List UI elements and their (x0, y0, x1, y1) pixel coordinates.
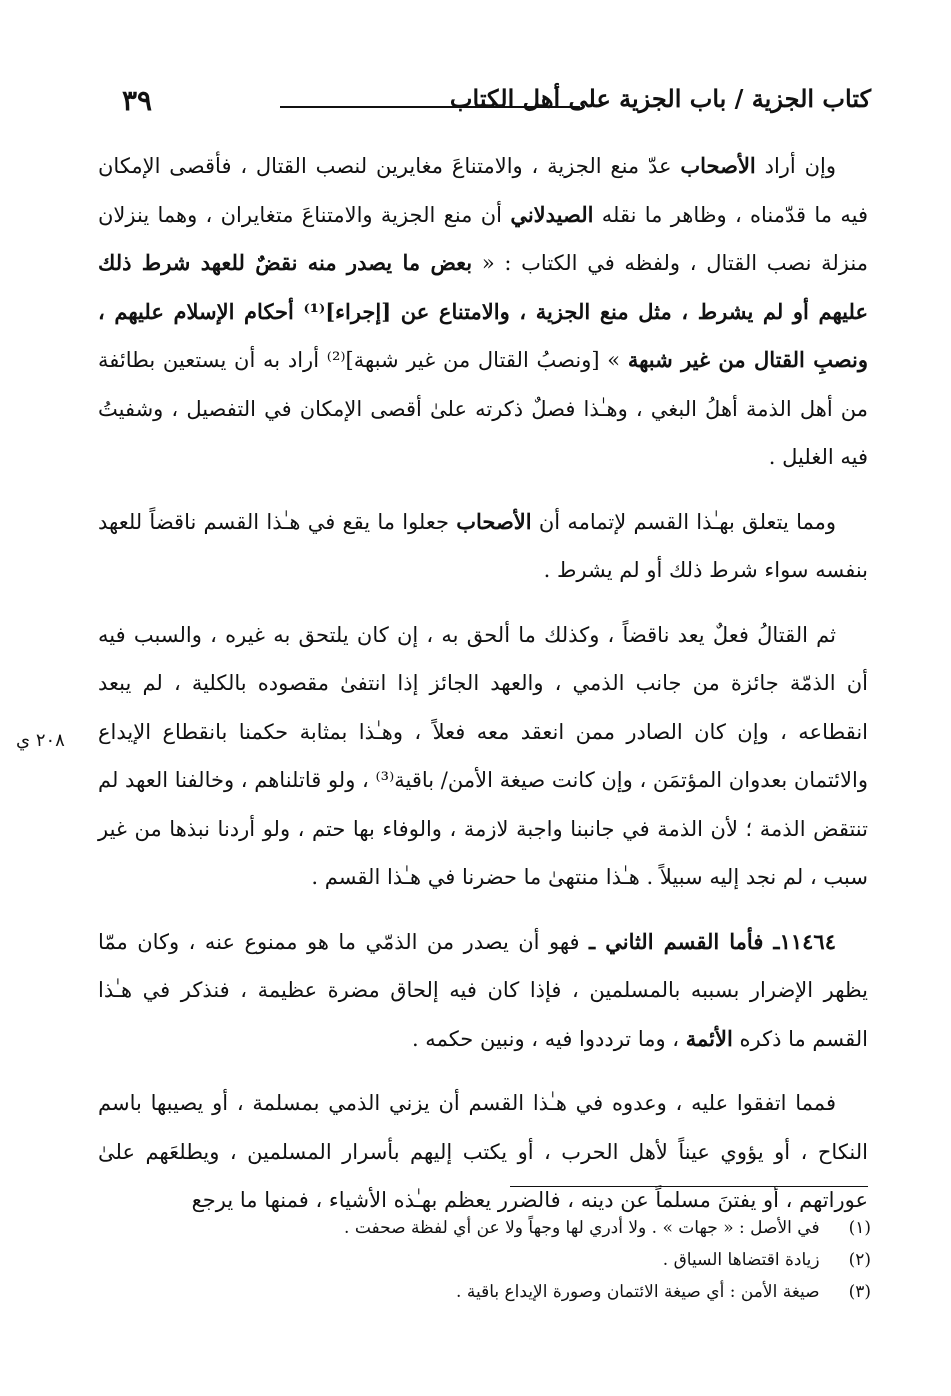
footnote (150, 1244, 871, 1276)
footnote (150, 1212, 871, 1244)
footnote-text: في الأصل : « جهات » . ولا أدري لها وجهاً ولا عن أي لفظة صحفت . (344, 1218, 820, 1238)
paragraph (98, 142, 868, 482)
bold-text-run: بعض ما يصدر منه نقضٌ للعهد شرط ذلك عليهم أو لم يشرط ، مثل منع الجزية ، والامتناع عن [إجراء]⁽¹⁾ أحكام الإسلام عليهم ، ونصبِ القتال من غير شبهة (98, 250, 869, 372)
margin-reference: ٢٠٨ ي (16, 730, 65, 751)
footnote-number: (٣) (848, 1282, 871, 1302)
main-text (98, 142, 868, 1241)
text-run: فهو أن يصدر من الذمّي ما هو ممنوع عنه ، وكان ممّا يظهر الإضرار بسببه بالمسلمين ، فإذا كان فيه إلحاق مضرة عظيمة ، فنذكر في هـٰذا القسم ما ذكره (98, 929, 868, 1051)
footnote-text: زيادة اقتضاها السياق . (662, 1250, 820, 1270)
footnote-number: (١) (848, 1218, 871, 1238)
footnote (150, 1276, 871, 1308)
text-run: » [ونصبُ القتال من غير شبهة]⁽²⁾ أراد به أن يستعين بطائفة من أهل الذمة أهلُ البغي ، وهـٰذا فصلٌ ذكرته علىٰ أقصى الإمكان في التفصيل ، وشفيتُ فيه الغليل . (98, 348, 868, 469)
bold-text-run: ١١٤٦٤ـ فأما القسم الثاني ـ (588, 928, 836, 954)
text-run: وإن أراد (755, 154, 836, 178)
paragraph (98, 498, 868, 595)
footnotes (150, 1212, 871, 1308)
footnote-number: (٢) (848, 1250, 871, 1270)
bold-text-run: الأئمة (685, 1025, 733, 1051)
text-run: ثم القتالُ فعلٌ يعد ناقضاً ، وكذلك ما ألحق به ، إن كان يلتحق به غيره ، والسبب فيه أن الذمّة جائزة من جانب الذمي ، والعهد الجائز إذا انتفىٰ مقصوده بالكلية ، لم يبعد انقطاعه ، وإن كان الصادر ممن انعقد معه فعلاً ، وهـٰذا بمثابة حكمنا بانقطاع الإيداع والائتمان بعدوان المؤتمَن ، وإن كانت صيغة الأمن/ باقية⁽³⁾ ، ولو قاتلناهم ، وخالفنا العهد لم تنتقض الذمة ؛ لأن الذمة في جانبنا واجبة لازمة ، والوفاء بها حتم ، ولو أردنا نبذها من غير سبب ، لم نجد إليه سبيلاً . هـٰذا منتهىٰ ما حضرنا في هـٰذا القسم . (98, 622, 868, 889)
text-run: أن منع الجزية والامتناعَ متغايران ، وهما ينزلان منزلة نصب القتال ، ولفظه في الكتاب : « (98, 202, 868, 275)
text-run: جعلوا ما يقع في هـٰذا القسم ناقضاً للعهد بنفسه سواء شرط ذلك أو لم يشرط . (98, 509, 868, 582)
bold-text-run: الأصحاب (680, 153, 756, 178)
footnote-text: صيغة الأمن : أي صيغة الائتمان وصورة الإيداع باقية . (456, 1282, 820, 1302)
text-run: ، وما ترددوا فيه ، ونبين حكمه . (411, 1026, 686, 1051)
bold-text-run: الأصحاب (456, 508, 532, 534)
paragraph (98, 1079, 868, 1225)
paragraph (98, 918, 868, 1064)
bold-text-run: الصيدلاني (510, 201, 594, 227)
page-header (110, 84, 871, 124)
text-run: ومما يتعلق بهـٰذا القسم لإتمامه أن (531, 509, 837, 534)
text-run: عدّ منع الجزية ، والامتناعَ مغايرين لنصب القتال ، فأقصى الإمكان فيه ما قدّمناه ، وظاهر ما نقله (98, 154, 868, 227)
text-run: فمما اتفقوا عليه ، وعدوه في هـٰذا القسم أن يزني الذمي بمسلمة ، أو يصيبها باسم النكاح ، أو يؤوي عيناً لأهل الحرب ، أو يكتب إليهم بأسرار المسلمين ، ويطلعَهم علىٰ عوراتهم ، أو يفتنَ مسلماً عن دينه ، فالضرر يعظم بهـٰذه الأشياء ، فمنها ما يرجع (98, 1091, 868, 1212)
page-number: ٣٩ (122, 84, 153, 117)
paragraph (98, 611, 868, 902)
running-title: كتاب الجزية / باب الجزية على أهل الكتاب (449, 84, 871, 113)
footnote-separator (510, 1186, 868, 1187)
